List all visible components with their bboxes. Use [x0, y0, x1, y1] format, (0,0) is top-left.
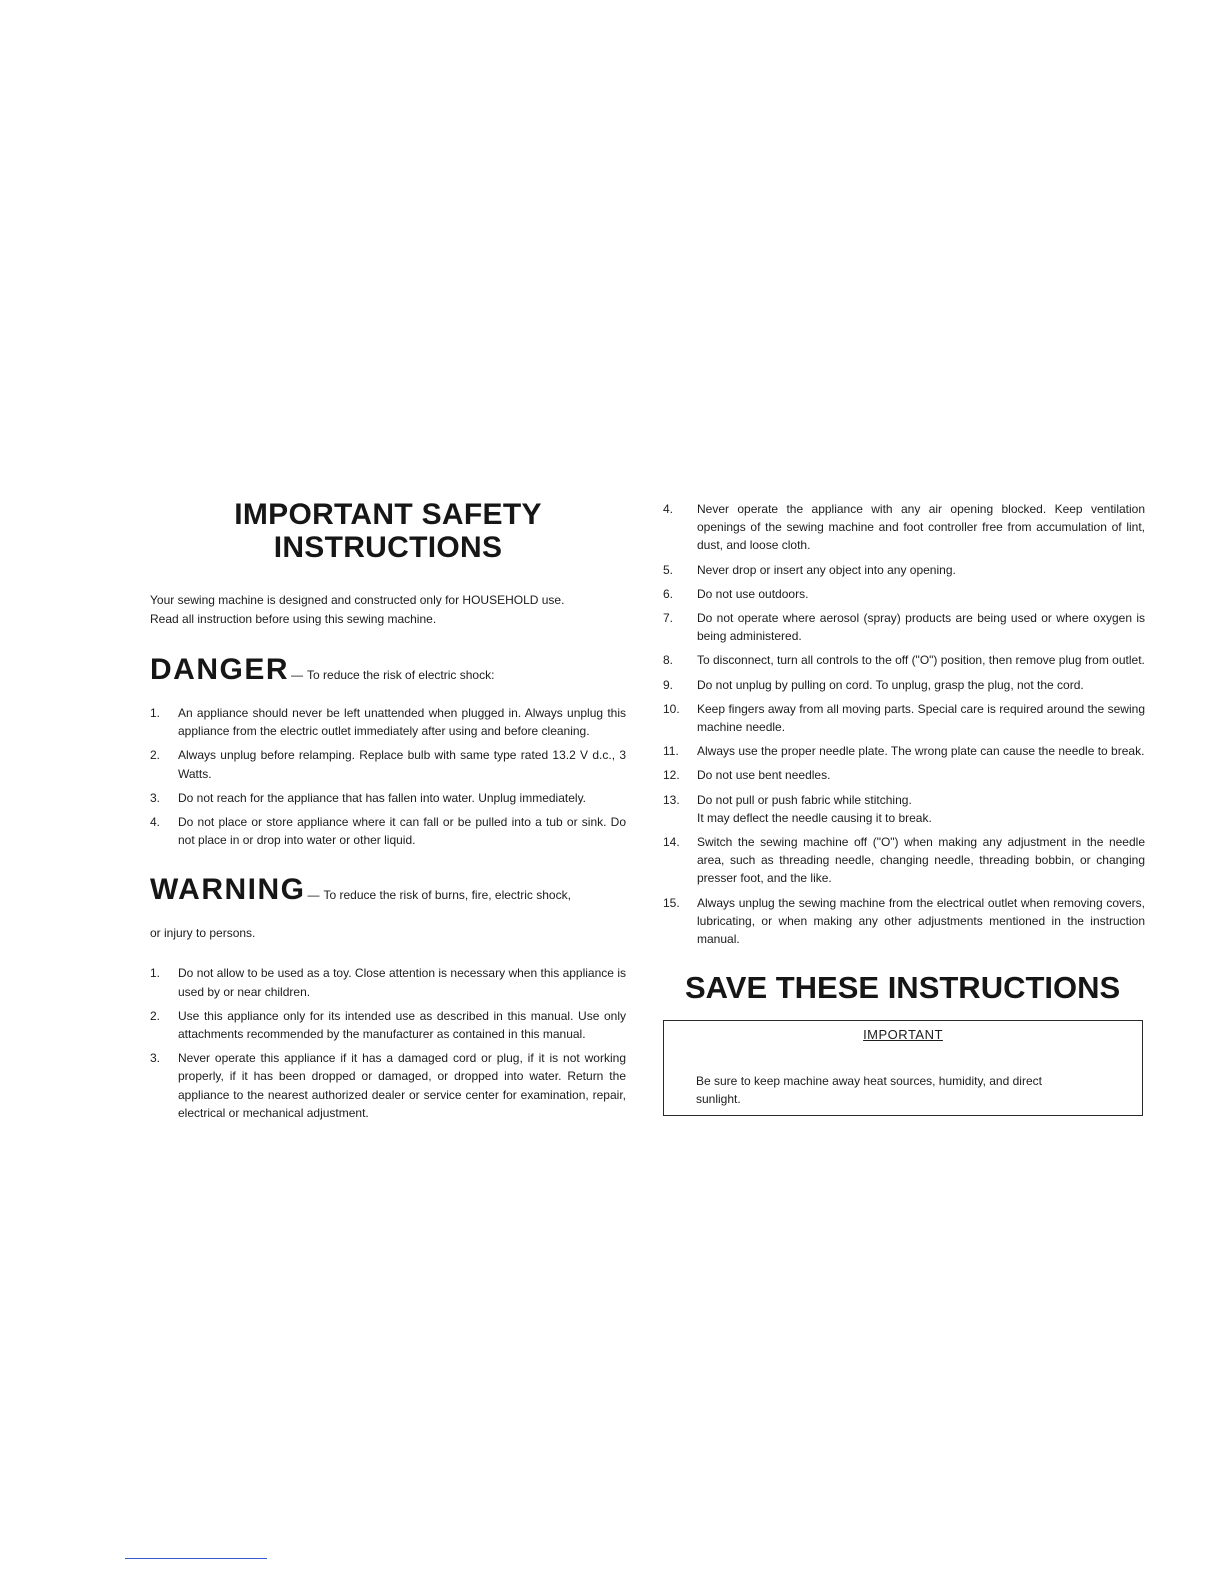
item-text: Never drop or insert any object into any opening.: [697, 562, 956, 577]
list-item: [150, 1049, 626, 1122]
intro-text: [150, 591, 626, 629]
warning-list: [150, 964, 626, 1122]
important-notice-text: Be sure to keep machine away heat sources, humidity, and direct sunlight.: [696, 1074, 1042, 1107]
danger-dash: —: [291, 668, 304, 682]
list-item: [663, 651, 1145, 669]
item-text: Do not pull or push fabric while stitching.: [697, 792, 912, 807]
item-text: Do not use outdoors.: [697, 586, 809, 601]
danger-subtitle: To reduce the risk of electric shock:: [307, 668, 495, 682]
item-text: Use this appliance only for its intended use as described in this manual. Use only attachments recommended by the manufacturer as contained in this manual.: [178, 1008, 626, 1042]
list-item: [663, 500, 1145, 555]
warning-title: WARNING: [150, 873, 306, 907]
footer-divider-line: [125, 1558, 267, 1559]
item-number: 1.: [150, 706, 161, 720]
list-item: [663, 894, 1145, 949]
list-item: [663, 700, 1145, 736]
list-item: [663, 585, 1145, 603]
item-number: 3.: [150, 790, 161, 805]
save-instructions-heading: SAVE THESE INSTRUCTIONS: [685, 970, 1121, 1006]
item-text: To disconnect, turn all controls to the off ("O") position, then remove plug from outlet.: [697, 653, 1145, 668]
warning-heading: [150, 875, 626, 910]
page-title: [150, 498, 626, 564]
item-text: Switch the sewing machine off ("O") when making any adjustment in the needle area, such as threading needle, changing needle, threading bobbin, or changing presser foot, and the like.: [697, 835, 1145, 886]
item-text: Do not operate where aerosol (spray) products are being used or where oxygen is being administered.: [697, 611, 1145, 644]
item-number: 10.: [663, 701, 680, 716]
list-item: [663, 561, 1145, 579]
item-text: Keep fingers away from all moving parts. Special care is required around the sewing machine needle.: [697, 701, 1145, 735]
danger-title: DANGER: [150, 653, 290, 686]
danger-list: [150, 704, 626, 849]
page-title-line1: IMPORTANT SAFETY: [234, 498, 542, 531]
item-text: Always unplug the sewing machine from the electrical outlet when removing covers, lubricating, or when making any other adjustments mentioned in the instruction manual.: [697, 895, 1145, 947]
page-title-line2: INSTRUCTIONS: [273, 531, 503, 564]
item-number: 12.: [663, 768, 680, 783]
list-item: [663, 791, 1145, 827]
list-item: [150, 746, 626, 782]
warning-subtitle: To reduce the risk of burns, fire, electric shock,: [323, 888, 571, 903]
item-text: Always use the proper needle plate. The wrong plate can cause the needle to break.: [697, 744, 1145, 759]
right-column: [663, 500, 1145, 1116]
item-text: An appliance should never be left unattended when plugged in. Always unplug this appliance from the electric outlet immediately after using and before cleaning.: [178, 706, 626, 739]
item-number: 13.: [663, 792, 680, 807]
item-number: 5.: [663, 562, 674, 577]
item-text: Do not unplug by pulling on cord. To unplug, grasp the plug, not the cord.: [697, 677, 1084, 692]
item-number: 11.: [663, 744, 679, 759]
instructions-continued-list: [663, 500, 1145, 948]
item-text-second-line: It may deflect the needle causing it to break.: [697, 810, 932, 825]
item-text: Never operate the appliance with any air opening blocked. Keep ventilation openings of the sewing machine and foot controller free from accumulation of lint, dust, and loose cloth.: [697, 502, 1145, 553]
list-item: [150, 1007, 626, 1043]
list-item: [663, 609, 1145, 645]
left-column: [150, 498, 626, 1128]
list-item: [150, 789, 626, 807]
item-number: 7.: [663, 611, 674, 626]
important-notice-title: IMPORTANT: [863, 1027, 943, 1043]
warning-dash: —: [307, 888, 320, 903]
warning-subtitle-continuation: or injury to persons.: [150, 926, 256, 941]
item-text: Do not place or store appliance where it can fall or be pulled into a tub or sink. Do not place in or drop into water or other liquid.: [178, 815, 626, 848]
list-item: [150, 704, 626, 740]
item-number: 15.: [663, 895, 680, 910]
item-number: 9.: [663, 677, 674, 692]
item-number: 4.: [150, 815, 161, 830]
list-item: [663, 676, 1145, 694]
item-number: 3.: [150, 1051, 161, 1066]
item-text: Do not reach for the appliance that has fallen into water. Unplug immediately.: [178, 790, 587, 805]
item-text: Do not allow to be used as a toy. Close attention is necessary when this appliance is used by or near children.: [178, 966, 626, 999]
important-notice-box: [663, 1020, 1143, 1116]
danger-heading: [150, 655, 626, 690]
item-number: 1.: [150, 966, 161, 981]
item-number: 4.: [663, 502, 674, 516]
item-text: Always unplug before relamping. Replace bulb with same type rated 13.2 V d.c., 3 Watts.: [178, 748, 626, 781]
item-text: Never operate this appliance if it has a damaged cord or plug, if it is not working properly, if it has been dropped or damaged, or dropped into water. Return the appliance to the nearest authorized dealer or service center for examination, repair, electrical or mechanical adjustment.: [178, 1051, 626, 1120]
item-number: 14.: [663, 835, 680, 850]
list-item: [150, 813, 626, 849]
item-number: 6.: [663, 586, 674, 601]
list-item: [150, 964, 626, 1000]
list-item: [663, 742, 1145, 760]
item-number: 8.: [663, 653, 674, 668]
list-item: [663, 766, 1145, 784]
intro-line2: Read all instruction before using this sewing machine.: [150, 612, 437, 626]
list-item: [663, 833, 1145, 888]
intro-line1: Your sewing machine is designed and constructed only for HOUSEHOLD use.: [150, 593, 565, 607]
item-text: Do not use bent needles.: [697, 768, 831, 783]
item-number: 2.: [150, 1008, 161, 1023]
item-number: 2.: [150, 748, 161, 763]
